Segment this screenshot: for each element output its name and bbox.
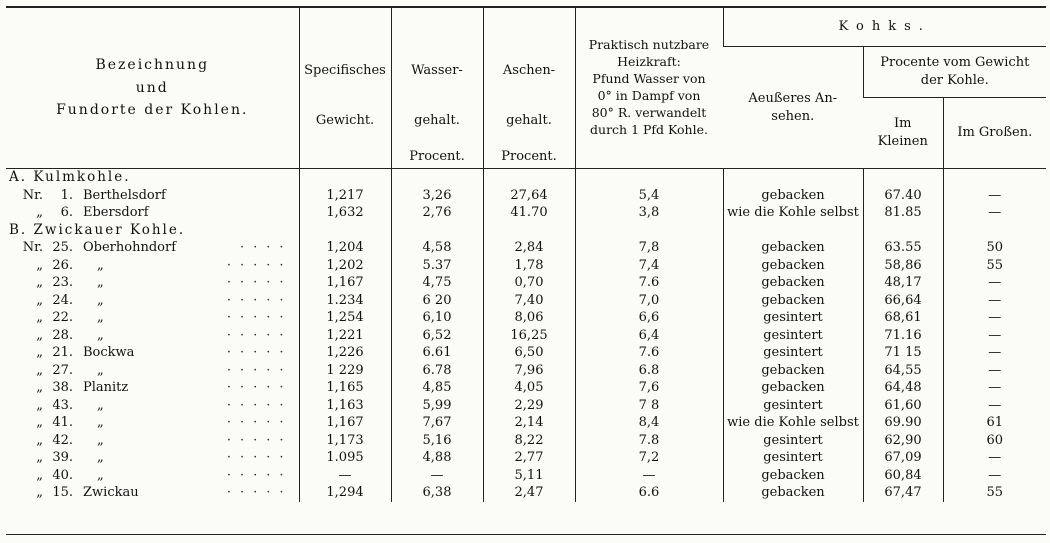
section-row xyxy=(6,169,1046,187)
leader-dots: ····· xyxy=(226,292,293,308)
row-prefix: „ xyxy=(36,275,43,290)
row-number: 41. xyxy=(52,415,73,430)
row-number: 39. xyxy=(52,450,73,465)
header-heiz-line2: Heizkraft: xyxy=(617,54,681,70)
aschengehalt-cell: 7,40 xyxy=(483,292,575,310)
leader-dots: ····· xyxy=(226,310,293,325)
spec-gewicht-cell: 1,632 xyxy=(299,204,391,222)
aschengehalt-cell: 2,47 xyxy=(483,484,575,502)
ditto-mark: „ xyxy=(97,292,104,308)
table-row xyxy=(6,239,1046,257)
coal-name-cell xyxy=(6,449,299,467)
row-prefix: „ xyxy=(36,380,43,395)
header-asche-line2: gehalt. xyxy=(506,113,552,128)
heizkraft-cell: 7,2 xyxy=(575,449,723,467)
aschengehalt-cell: 27,64 xyxy=(483,187,575,205)
header-wasser-line1: Wasser- xyxy=(411,63,463,78)
heizkraft-cell: 7.6 xyxy=(575,344,723,362)
wassergehalt-cell: 6,52 xyxy=(391,327,483,345)
coal-name-cell xyxy=(6,484,299,502)
header-wasser-line2: gehalt. xyxy=(414,113,460,128)
table-row xyxy=(6,257,1046,275)
heizkraft-cell: 6.8 xyxy=(575,362,723,380)
im-kleinen-cell: 64,55 xyxy=(863,362,943,380)
spec-gewicht-cell: 1,167 xyxy=(299,414,391,432)
wassergehalt-cell: 6 20 xyxy=(391,292,483,310)
header-wassergehalt xyxy=(391,7,483,169)
im-grossen-cell: — xyxy=(943,467,1046,485)
im-kleinen-cell: 71 15 xyxy=(863,344,943,362)
location-name: Berthelsdorf xyxy=(83,187,166,203)
coal-name-cell xyxy=(6,467,299,485)
empty-cell xyxy=(863,222,943,240)
coal-analysis-table xyxy=(6,6,1046,502)
heizkraft-cell: 7.8 xyxy=(575,432,723,450)
heizkraft-cell: 6,6 xyxy=(575,309,723,327)
row-prefix: „ xyxy=(36,450,43,465)
row-prefix: „ xyxy=(36,257,43,273)
header-im-kleinen xyxy=(863,98,943,169)
im-kleinen-cell: 48,17 xyxy=(863,274,943,292)
ansehen-cell: gesintert xyxy=(723,344,863,362)
aschengehalt-cell: 2,29 xyxy=(483,397,575,415)
im-grossen-cell: — xyxy=(943,187,1046,205)
aschengehalt-cell: 1,78 xyxy=(483,257,575,275)
table-row xyxy=(6,344,1046,362)
wassergehalt-cell: 5.37 xyxy=(391,257,483,275)
im-kleinen-cell: 62,90 xyxy=(863,432,943,450)
ditto-mark: „ xyxy=(97,327,104,343)
ansehen-cell: gebacken xyxy=(723,467,863,485)
row-prefix: „ xyxy=(36,397,43,413)
aschengehalt-cell: 7,96 xyxy=(483,362,575,380)
heizkraft-cell: 7,0 xyxy=(575,292,723,310)
ditto-mark: „ xyxy=(97,415,104,430)
row-number: 43. xyxy=(52,397,73,413)
coal-name-cell xyxy=(6,274,299,292)
header-heiz-line5: 80° R. verwandelt xyxy=(591,104,707,120)
row-prefix: Nr. xyxy=(22,187,43,203)
row-number: 24. xyxy=(52,292,73,308)
im-kleinen-cell: 67,47 xyxy=(863,484,943,502)
spec-gewicht-cell: 1,226 xyxy=(299,344,391,362)
row-prefix: „ xyxy=(36,310,43,325)
header-procente-line2: der Kohle. xyxy=(920,73,989,88)
row-prefix: „ xyxy=(36,432,43,448)
heizkraft-cell: 7 8 xyxy=(575,397,723,415)
wassergehalt-cell: — xyxy=(391,467,483,485)
spec-gewicht-cell: 1,167 xyxy=(299,274,391,292)
header-bezeichnung xyxy=(6,7,299,169)
leader-dots: ····· xyxy=(226,467,293,483)
ansehen-cell: gebacken xyxy=(723,484,863,502)
wassergehalt-cell: 6,38 xyxy=(391,484,483,502)
header-name-line1: Bezeichnung xyxy=(95,56,210,73)
leader-dots: ····· xyxy=(226,380,293,395)
header-aschengehalt xyxy=(483,7,575,169)
aschengehalt-cell: 2,84 xyxy=(483,239,575,257)
table-row xyxy=(6,327,1046,345)
header-heiz-line4: 0° in Dampf von xyxy=(597,88,701,103)
im-grossen-cell: — xyxy=(943,397,1046,415)
location-name: Ebersdorf xyxy=(83,205,149,220)
header-kleinen-line1: Im xyxy=(894,116,912,132)
header-spec-line2: Gewicht. xyxy=(315,113,375,128)
aschengehalt-cell: 16,25 xyxy=(483,327,575,345)
row-prefix: „ xyxy=(36,292,43,308)
im-grossen-cell: — xyxy=(943,204,1046,222)
ansehen-cell: gesintert xyxy=(723,449,863,467)
wassergehalt-cell: 4,85 xyxy=(391,379,483,397)
row-number: 22. xyxy=(52,310,73,325)
empty-cell xyxy=(575,169,723,187)
section-row xyxy=(6,222,1046,240)
bottom-rule xyxy=(6,534,1046,535)
wassergehalt-cell: 4,88 xyxy=(391,449,483,467)
heizkraft-cell: 6,4 xyxy=(575,327,723,345)
spec-gewicht-cell: 1,165 xyxy=(299,379,391,397)
spec-gewicht-cell: — xyxy=(299,467,391,485)
location-name: Bockwa xyxy=(83,345,135,360)
aschengehalt-cell: 5,11 xyxy=(483,467,575,485)
wassergehalt-cell: 2,76 xyxy=(391,204,483,222)
row-number: 1. xyxy=(60,187,73,203)
coal-name-cell xyxy=(6,187,299,205)
empty-cell xyxy=(299,222,391,240)
ansehen-cell: wie die Kohle selbst xyxy=(723,204,863,222)
wassergehalt-cell: 5,16 xyxy=(391,432,483,450)
table-row xyxy=(6,484,1046,502)
im-grossen-cell: 50 xyxy=(943,239,1046,257)
coal-name-cell xyxy=(6,397,299,415)
ansehen-cell: gebacken xyxy=(723,274,863,292)
spec-gewicht-cell: 1,254 xyxy=(299,309,391,327)
row-number: 28. xyxy=(52,327,73,343)
im-grossen-cell: — xyxy=(943,327,1046,345)
ditto-mark: „ xyxy=(97,362,104,378)
ansehen-cell: gebacken xyxy=(723,292,863,310)
ansehen-cell: gesintert xyxy=(723,327,863,345)
aschengehalt-cell: 2,77 xyxy=(483,449,575,467)
table-row xyxy=(6,274,1046,292)
im-grossen-cell: — xyxy=(943,309,1046,327)
spec-gewicht-cell: 1 229 xyxy=(299,362,391,380)
leader-dots: ····· xyxy=(226,450,293,465)
leader-dots: ····· xyxy=(226,275,293,290)
row-prefix: „ xyxy=(36,205,43,220)
table-row xyxy=(6,309,1046,327)
table-row xyxy=(6,379,1046,397)
heizkraft-cell: 7.6 xyxy=(575,274,723,292)
wassergehalt-cell: 6,10 xyxy=(391,309,483,327)
heizkraft-cell: 5,4 xyxy=(575,187,723,205)
heizkraft-cell: 6.6 xyxy=(575,484,723,502)
row-number: 38. xyxy=(52,380,73,395)
coal-name-cell xyxy=(6,362,299,380)
im-kleinen-cell: 68,61 xyxy=(863,309,943,327)
empty-cell xyxy=(483,169,575,187)
table-row xyxy=(6,397,1046,415)
row-prefix: „ xyxy=(36,327,43,343)
ditto-mark: „ xyxy=(97,450,104,465)
spec-gewicht-cell: 1,204 xyxy=(299,239,391,257)
ditto-mark: „ xyxy=(97,275,104,290)
heizkraft-cell: — xyxy=(575,467,723,485)
empty-cell xyxy=(391,222,483,240)
row-prefix: „ xyxy=(36,485,43,500)
wassergehalt-cell: 5,99 xyxy=(391,397,483,415)
aschengehalt-cell: 2,14 xyxy=(483,414,575,432)
header-spec-gewicht xyxy=(299,7,391,169)
heizkraft-cell: 3,8 xyxy=(575,204,723,222)
header-kohks: Kohks. xyxy=(723,7,1046,47)
empty-cell xyxy=(483,222,575,240)
ansehen-cell: gebacken xyxy=(723,187,863,205)
im-kleinen-cell: 67,09 xyxy=(863,449,943,467)
spec-gewicht-cell: 1,294 xyxy=(299,484,391,502)
wassergehalt-cell: 6.78 xyxy=(391,362,483,380)
ditto-mark: „ xyxy=(97,432,104,448)
wassergehalt-cell: 4,75 xyxy=(391,274,483,292)
table-row xyxy=(6,467,1046,485)
location-name: Planitz xyxy=(83,380,129,395)
header-asche-unit: Procent. xyxy=(501,149,557,164)
location-name: Zwickau xyxy=(83,485,139,500)
coal-name-cell xyxy=(6,239,299,257)
row-number: 42. xyxy=(52,432,73,448)
spec-gewicht-cell: 1,202 xyxy=(299,257,391,275)
empty-cell xyxy=(575,222,723,240)
empty-cell xyxy=(299,169,391,187)
leader-dots: ····· xyxy=(226,432,293,448)
heizkraft-cell: 7,8 xyxy=(575,239,723,257)
heizkraft-cell: 8,4 xyxy=(575,414,723,432)
im-kleinen-cell: 71.16 xyxy=(863,327,943,345)
table-row xyxy=(6,204,1046,222)
empty-cell xyxy=(391,169,483,187)
row-number: 27. xyxy=(52,362,73,378)
section-title: B. Zwickauer Kohle. xyxy=(9,221,186,238)
empty-cell xyxy=(863,169,943,187)
header-im-grossen: Im Großen. xyxy=(943,98,1046,169)
heizkraft-cell: 7,6 xyxy=(575,379,723,397)
table-row xyxy=(6,292,1046,310)
im-grossen-cell: — xyxy=(943,292,1046,310)
leader-dots: ····· xyxy=(226,327,293,343)
header-heiz-line1: Praktisch nutzbare xyxy=(588,37,710,53)
wassergehalt-cell: 6.61 xyxy=(391,344,483,362)
spec-gewicht-cell: 1.095 xyxy=(299,449,391,467)
heizkraft-cell: 7,4 xyxy=(575,257,723,275)
row-number: 6. xyxy=(60,205,73,220)
leader-dots: ····· xyxy=(226,345,293,360)
row-prefix: „ xyxy=(36,345,43,360)
header-aeusseres-line1: Aeußeres An- xyxy=(748,90,838,106)
row-prefix: „ xyxy=(36,415,43,430)
aschengehalt-cell: 4,05 xyxy=(483,379,575,397)
ansehen-cell: gesintert xyxy=(723,309,863,327)
leader-dots: ····· xyxy=(226,362,293,378)
row-number: 15. xyxy=(52,485,73,500)
im-kleinen-cell: 81.85 xyxy=(863,204,943,222)
ansehen-cell: gebacken xyxy=(723,257,863,275)
row-prefix: „ xyxy=(36,362,43,378)
im-kleinen-cell: 61,60 xyxy=(863,397,943,415)
spec-gewicht-cell: 1,173 xyxy=(299,432,391,450)
ditto-mark: „ xyxy=(97,310,104,325)
leader-dots: ····· xyxy=(226,257,293,273)
coal-name-cell xyxy=(6,257,299,275)
leader-dots: ····· xyxy=(226,415,293,430)
spec-gewicht-cell: 1,221 xyxy=(299,327,391,345)
coal-name-cell xyxy=(6,204,299,222)
aschengehalt-cell: 8,06 xyxy=(483,309,575,327)
leader-dots: ····· xyxy=(226,485,293,500)
header-heizkraft xyxy=(575,7,723,169)
table-row xyxy=(6,449,1046,467)
coal-name-cell xyxy=(6,292,299,310)
ditto-mark: „ xyxy=(97,257,104,273)
aschengehalt-cell: 0,70 xyxy=(483,274,575,292)
row-prefix: „ xyxy=(36,467,43,483)
im-grossen-cell: — xyxy=(943,344,1046,362)
leader-dots: ····· xyxy=(226,397,293,413)
wassergehalt-cell: 7,67 xyxy=(391,414,483,432)
leader-dots: ···· xyxy=(239,240,293,255)
im-grossen-cell: — xyxy=(943,449,1046,467)
empty-cell xyxy=(943,222,1046,240)
im-kleinen-cell: 64,48 xyxy=(863,379,943,397)
spec-gewicht-cell: 1.234 xyxy=(299,292,391,310)
header-heiz-line6: durch 1 Pfd Kohle. xyxy=(590,121,708,137)
empty-cell xyxy=(723,169,863,187)
ansehen-cell: gebacken xyxy=(723,379,863,397)
header-wasser-unit: Procent. xyxy=(409,149,465,164)
header-spec-line1: Specifisches xyxy=(304,63,386,78)
row-number: 26. xyxy=(52,257,73,273)
aschengehalt-cell: 6,50 xyxy=(483,344,575,362)
im-kleinen-cell: 67.40 xyxy=(863,187,943,205)
coal-name-cell xyxy=(6,379,299,397)
im-kleinen-cell: 58,86 xyxy=(863,257,943,275)
im-grossen-cell: 60 xyxy=(943,432,1046,450)
header-procente-line1: Procente vom Gewicht xyxy=(880,55,1030,71)
row-number: 23. xyxy=(52,275,73,290)
row-number: 25. xyxy=(52,240,73,255)
im-kleinen-cell: 66,64 xyxy=(863,292,943,310)
header-name-line2: und xyxy=(135,79,169,96)
location-name: Oberhohndorf xyxy=(83,240,177,255)
spec-gewicht-cell: 1,217 xyxy=(299,187,391,205)
coal-name-cell xyxy=(6,309,299,327)
row-number: 21. xyxy=(52,345,73,360)
row-number: 40. xyxy=(52,467,73,483)
header-aeusseres-line2: sehen. xyxy=(771,108,815,124)
header-heiz-line3: Pfund Wasser von xyxy=(592,71,706,87)
ansehen-cell: gesintert xyxy=(723,432,863,450)
header-asche-line1: Aschen- xyxy=(502,63,556,78)
empty-cell xyxy=(723,222,863,240)
coal-name-cell xyxy=(6,414,299,432)
im-grossen-cell: — xyxy=(943,362,1046,380)
header-kleinen-line2: Kleinen xyxy=(877,134,928,149)
header-procente xyxy=(863,47,1046,98)
wassergehalt-cell: 3,26 xyxy=(391,187,483,205)
spec-gewicht-cell: 1,163 xyxy=(299,397,391,415)
coal-name-cell xyxy=(6,327,299,345)
table-header xyxy=(6,7,1046,169)
ansehen-cell: gesintert xyxy=(723,397,863,415)
section-title: A. Kulmkohle. xyxy=(9,169,131,185)
ditto-mark: „ xyxy=(97,467,104,483)
aschengehalt-cell: 41.70 xyxy=(483,204,575,222)
aschengehalt-cell: 8,22 xyxy=(483,432,575,450)
im-grossen-cell: — xyxy=(943,274,1046,292)
im-kleinen-cell: 63.55 xyxy=(863,239,943,257)
header-aeusseres-ansehen xyxy=(723,47,863,169)
coal-name-cell xyxy=(6,432,299,450)
im-grossen-cell: 55 xyxy=(943,484,1046,502)
table-row xyxy=(6,362,1046,380)
im-kleinen-cell: 69.90 xyxy=(863,414,943,432)
row-prefix: Nr. xyxy=(22,240,43,255)
header-name-line3: Fundorte der Kohlen. xyxy=(56,102,249,119)
ansehen-cell: gebacken xyxy=(723,362,863,380)
table-row xyxy=(6,187,1046,205)
empty-cell xyxy=(943,169,1046,187)
table-row xyxy=(6,414,1046,432)
im-grossen-cell: — xyxy=(943,379,1046,397)
wassergehalt-cell: 4,58 xyxy=(391,239,483,257)
table-row xyxy=(6,432,1046,450)
ditto-mark: „ xyxy=(97,397,104,413)
im-grossen-cell: 61 xyxy=(943,414,1046,432)
ansehen-cell: wie die Kohle selbst xyxy=(723,414,863,432)
im-grossen-cell: 55 xyxy=(943,257,1046,275)
table-body xyxy=(6,169,1046,502)
ansehen-cell: gebacken xyxy=(723,239,863,257)
coal-name-cell xyxy=(6,344,299,362)
im-kleinen-cell: 60,84 xyxy=(863,467,943,485)
